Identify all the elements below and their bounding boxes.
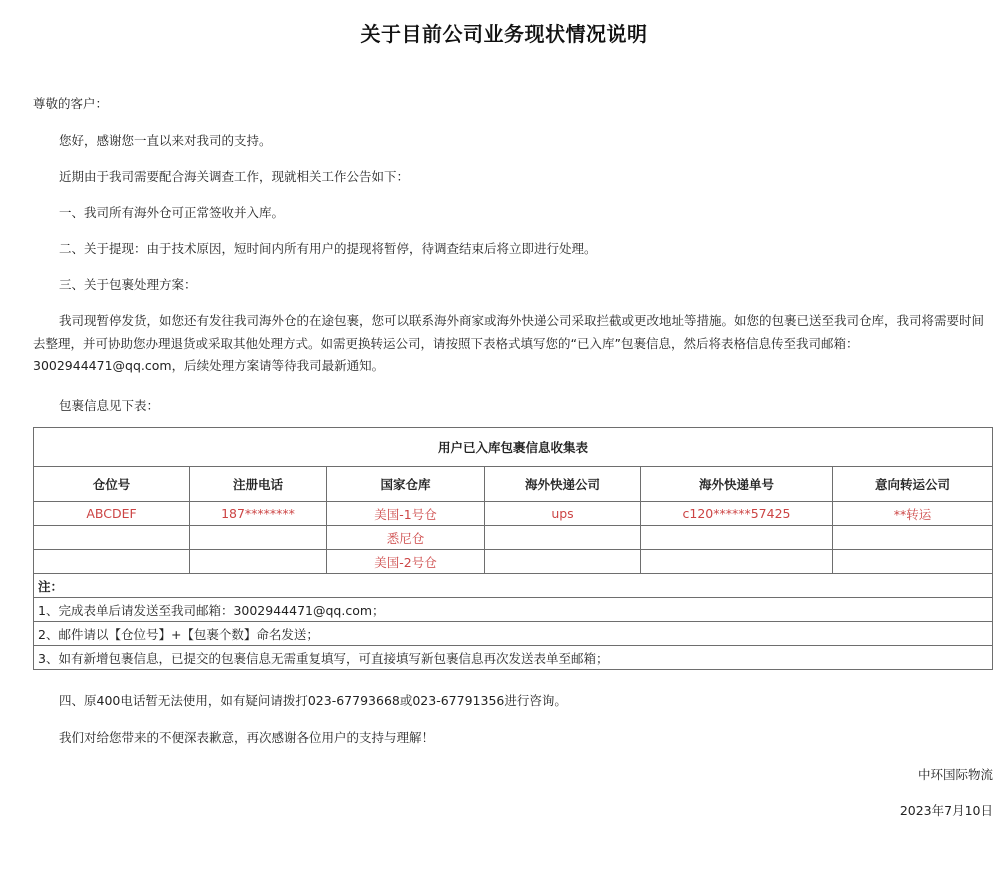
item-3: 三、关于包裹处理方案： — [59, 277, 197, 292]
note-item: 2、邮件请以【仓位号】+【包裹个数】命名发送； — [34, 622, 993, 646]
table-cell — [34, 526, 190, 550]
paragraph-body: 我司现暂停发货，如您还有发往我司海外仓的在途包裹，您可以联系海外商家或海外快递公司采取拦截或更改地址等措施。如您的包裹已送至我司仓库，我司将需要时间去整理，并可协助您办理退货或采取其他处理方式。如需更换转运公司，请按照下表格式填写您的“已入库”包裹信息，然后将表格信息传至我司邮箱：3002944471@qq.com，后续处理方案请等待我司最新通知。 — [33, 313, 985, 373]
header-cell: 海外快递公司 — [485, 467, 641, 502]
table-row — [34, 502, 993, 526]
table-cell — [833, 550, 993, 574]
table-cell — [641, 526, 833, 550]
page-title: 关于目前公司业务现状情况说明 — [360, 22, 648, 46]
table-cell: **转运 — [833, 502, 993, 526]
table-cell — [34, 550, 190, 574]
table-cell: ups — [485, 502, 641, 526]
header-cell: 仓位号 — [34, 467, 190, 502]
table-cell: c120******57425 — [641, 502, 833, 526]
item-1: 一、我司所有海外仓可正常签收并入库。 — [59, 205, 285, 220]
table-cell: 美国-1号仓 — [327, 502, 485, 526]
package-info-table — [33, 427, 993, 670]
header-cell: 国家仓库 — [327, 467, 485, 502]
table-row — [34, 526, 993, 550]
table-cell: ABCDEF — [34, 502, 190, 526]
greeting: 尊敬的客户： — [33, 96, 109, 111]
table-cell — [641, 550, 833, 574]
item-2: 二、关于提现：由于技术原因，短时间内所有用户的提现将暂停，待调查结束后将立即进行处理。 — [59, 241, 597, 256]
table-header-row — [34, 467, 993, 502]
header-cell: 海外快递单号 — [641, 467, 833, 502]
table-cell — [190, 526, 327, 550]
table-cell: 悉尼仓 — [327, 526, 485, 550]
note-item: 1、完成表单后请发送至我司邮箱：3002944471@qq.com； — [34, 598, 993, 622]
header-cell: 意向转运公司 — [833, 467, 993, 502]
paragraph-apology: 我们对给您带来的不便深表歉意，再次感谢各位用户的支持与理解！ — [59, 730, 435, 745]
paragraph-intro: 近期由于我司需要配合海关调查工作，现就相关工作公告如下： — [59, 169, 410, 184]
table-cell: 美国-2号仓 — [327, 550, 485, 574]
note-item: 3、如有新增包裹信息，已提交的包裹信息无需重复填写，可直接填写新包裹信息再次发送表单至邮箱； — [34, 646, 993, 670]
table-cell — [190, 550, 327, 574]
table-row — [34, 550, 993, 574]
item-4: 四、原400电话暂无法使用，如有疑问请拨打023-67793668或023-67791356进行咨询。 — [59, 693, 567, 708]
table-cell — [485, 526, 641, 550]
signature-company: 中环国际物流 — [917, 767, 993, 782]
table-cell — [485, 550, 641, 574]
table-intro: 包裹信息见下表： — [59, 398, 160, 413]
signature-date: 2023年7月10日 — [899, 803, 993, 818]
header-cell: 注册电话 — [190, 467, 327, 502]
table-cell — [833, 526, 993, 550]
table-caption: 用户已入库包裹信息收集表 — [34, 428, 993, 467]
paragraph-hello: 您好，感谢您一直以来对我司的支持。 — [59, 133, 272, 148]
notes-title: 注： — [34, 574, 993, 598]
table-cell: 187******** — [190, 502, 327, 526]
